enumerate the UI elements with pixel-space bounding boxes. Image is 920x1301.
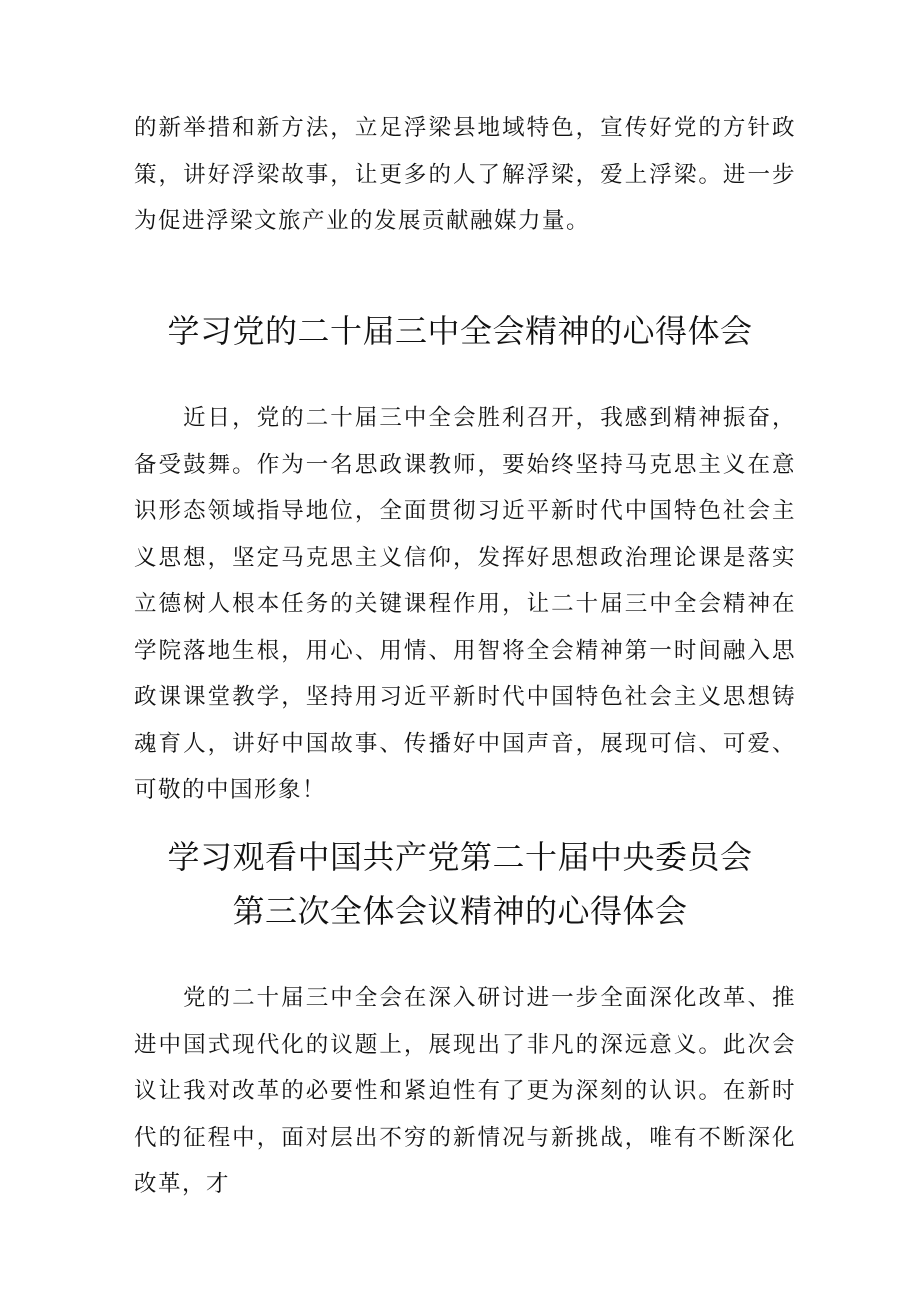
- section-heading-2-line-2: 第三次全体会议精神的心得体会: [232, 892, 688, 930]
- paragraph-continuation: 的新举措和新方法，立足浮梁县地域特色，宣传好党的方针政策，讲好浮梁故事，让更多的人了解浮梁，爱上浮梁。进一步为促进浮梁文旅产业的发展贡献融媒力量。: [134, 115, 796, 234]
- section-heading-2-line-1: 学习观看中国共产党第二十届中央委员会: [167, 838, 753, 876]
- section-heading-1: [60, 304, 860, 358]
- section-heading-2: [60, 830, 860, 938]
- paragraph-section-2: 党的二十届三中全会在深入研讨进一步全面深化改革、推进中国式现代化的议题上，展现出了非凡的深远意义。此次会议让我对改革的必要性和紧迫性有了更为深刻的认识。在新时代的征程中，面对层出不穷的新情况与新挑战，唯有不断深化改革，才: [134, 985, 796, 1197]
- paragraph-section-1: 近日，党的二十届三中全会胜利召开，我感到精神振奋，备受鼓舞。作为一名思政课教师，要始终坚持马克思主义在意识形态领域指导地位，全面贯彻习近平新时代中国特色社会主义思想，坚定马克思主义信仰，发挥好思想政治理论课是落实立德树人根本任务的关键课程作用，让二十届三中全会精神在学院落地生根，用心、用情、用智将全会精神第一时间融入思政课课堂教学，坚持用习近平新时代中国特色社会主义思想铸魂育人，讲好中国故事、传播好中国声音，展现可信、可爱、可敬的中国形象！: [134, 405, 796, 803]
- section-heading-1-text: 学习党的二十届三中全会精神的心得体会: [167, 312, 753, 350]
